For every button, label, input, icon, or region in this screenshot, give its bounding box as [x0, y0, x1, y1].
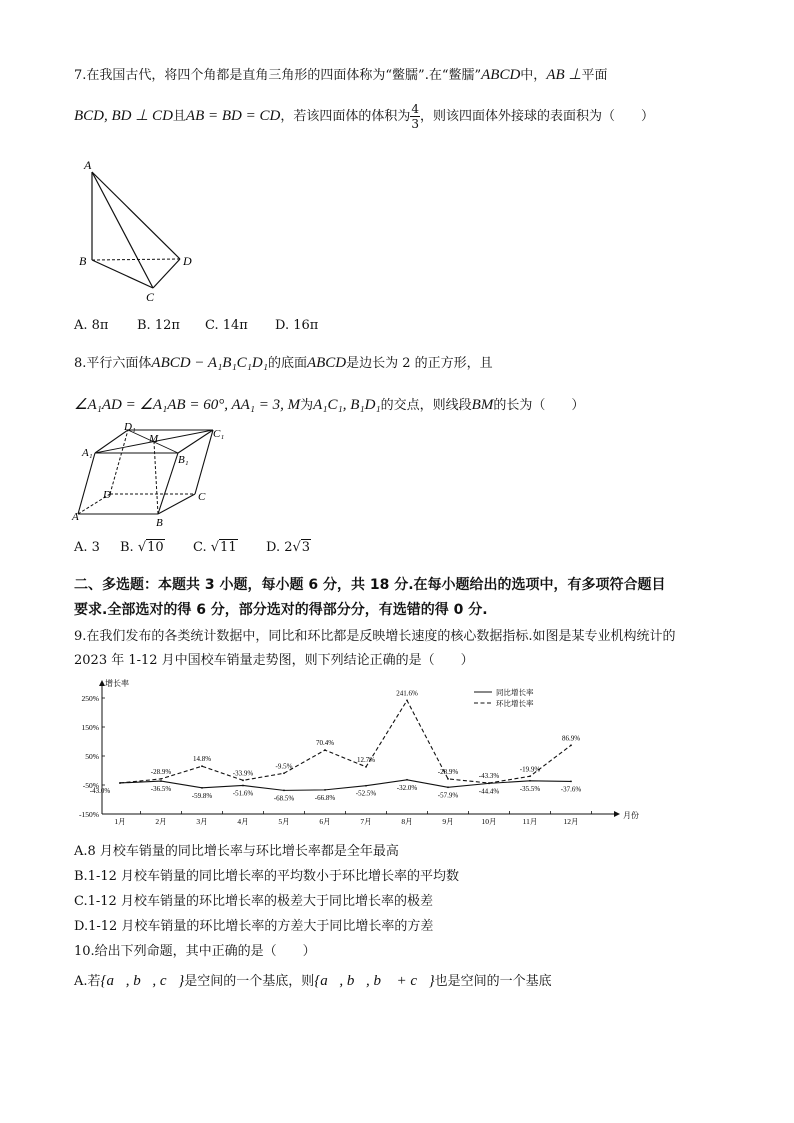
q10-text: A.若 [74, 974, 101, 989]
data-label-yoy: -59.8% [191, 791, 213, 800]
data-label-yoy: -52.5% [355, 789, 377, 798]
q8-option-d[interactable]: D. 2√3 [266, 540, 311, 555]
data-label-yoy: -37.6% [560, 785, 582, 794]
option-prefix: D. 2 [266, 540, 293, 555]
q8-line1 [74, 352, 493, 372]
q10-math: {a⃗, b⃗, b⃗ + c⃗} [314, 973, 435, 989]
y-tick-label: -150% [79, 810, 99, 819]
x-tick-label: 3月 [196, 817, 208, 826]
data-label-yoy: -32.0% [396, 783, 418, 792]
point-mom [406, 700, 408, 702]
data-label-mom: -28.9% [150, 767, 172, 776]
q7-math: BCD, BD ⊥ CD [74, 108, 173, 124]
q8-math: ∠A₁AD = ∠A₁AB = 60°, AA₁ = 3, M [74, 397, 301, 413]
q8-parallelepiped-figure [70, 422, 230, 532]
point-yoy [283, 789, 285, 791]
y-tick-label: -50% [82, 781, 99, 790]
data-label-yoy: -66.8% [314, 793, 336, 802]
data-label-mom: 86.9% [561, 734, 581, 743]
data-label-yoy: -68.5% [273, 794, 295, 803]
x-axis-arrow [614, 811, 620, 817]
x-tick-label: 11月 [522, 817, 538, 826]
q7-text: ，则该四面体外接球的表面积为（ ） [419, 109, 654, 124]
q8-math: BM [471, 397, 494, 413]
point-mom [119, 782, 121, 784]
label-C1: C₁ [213, 428, 225, 440]
y-tick-label: 150% [81, 723, 99, 732]
y-axis-label: 增长率 [105, 679, 129, 688]
data-label-mom: 70.4% [315, 739, 335, 748]
radicand: 10 [147, 540, 164, 555]
x-tick-label: 10月 [481, 817, 497, 826]
q9-line1: 9.在我们发布的各类统计数据中，同比和环比都是反映增长速度的核心数据指标.如图是某专业机构统计的 [74, 629, 676, 644]
label-B: B [156, 517, 163, 529]
point-mom [242, 779, 244, 781]
series-line-mom [120, 700, 571, 783]
q9-option-a[interactable]: A.8 月校车销量的同比增长率与环比增长率都是全年最高 [74, 844, 399, 859]
label-A: A [84, 158, 92, 172]
x-axis-label: 月份 [623, 811, 639, 820]
q7-text: 且 [172, 109, 186, 124]
point-yoy [406, 779, 408, 781]
q8-math: ABCD [306, 355, 347, 371]
point-mom [570, 744, 572, 746]
data-label-mom: -33.9% [232, 769, 254, 778]
option-prefix: C. [193, 540, 211, 555]
q7-option-c[interactable]: C. 14π [205, 318, 248, 333]
q7-math: ABCD [481, 67, 521, 83]
q10-text: 是空间的一个基底，则 [184, 974, 315, 989]
x-tick-label: 5月 [278, 817, 290, 826]
x-tick-label: 12月 [563, 817, 579, 826]
q7-fraction [410, 102, 420, 131]
q7-tetrahedron-figure [76, 155, 206, 305]
q10-option-a[interactable] [74, 970, 552, 990]
q7-option-a[interactable]: A. 8π [74, 318, 109, 333]
point-yoy [529, 780, 531, 782]
point-yoy [201, 787, 203, 789]
q7-line2 [74, 102, 654, 131]
point-mom [283, 772, 285, 774]
label-D1: D₁ [124, 422, 136, 433]
x-tick-label: 7月 [360, 817, 372, 826]
data-label-yoy: -35.5% [519, 784, 541, 793]
q7-line1 [74, 64, 607, 84]
section2-heading-line1: 二、多选题：本题共 3 小题，每小题 6 分，共 18 分.在每小题给出的选项中，有多项符合题目 [74, 577, 666, 593]
label-D: D [103, 489, 111, 501]
data-label-mom: -28.9% [437, 767, 459, 776]
option-prefix: B. [120, 540, 138, 555]
q9-option-c[interactable]: C.1-12 月校车销量的环比增长率的极差大于同比增长率的极差 [74, 894, 433, 909]
point-yoy [365, 785, 367, 787]
point-mom [160, 778, 162, 780]
legend-label-mom: 环比增长率 [496, 699, 534, 708]
point-yoy [242, 785, 244, 787]
y-tick-label: 250% [81, 694, 99, 703]
section2-heading-line2: 要求.全部选对的得 6 分，部分选对的得部分分，有选错的得 0 分. [74, 602, 488, 618]
point-yoy [570, 781, 572, 783]
q8-text: 8.平行六面体 [74, 356, 152, 371]
x-tick-label: 2月 [155, 817, 167, 826]
data-label-mom: 14.8% [192, 755, 212, 764]
q7-option-b[interactable]: B. 12π [137, 318, 180, 333]
data-label-yoy: -36.5% [150, 785, 172, 794]
q7-text: 平面 [581, 68, 608, 83]
q7-math: AB ⊥ [546, 67, 582, 83]
q8-math: ABCD − A₁B₁C₁D₁ [151, 355, 268, 371]
label-A1: A₁ [82, 447, 93, 459]
data-label-mom: -43.3% [478, 772, 500, 781]
point-yoy [160, 780, 162, 782]
growth-rate-chart [74, 676, 644, 828]
label-M: M [149, 433, 159, 445]
data-label-yoy: -44.4% [478, 787, 500, 796]
label-B1: B₁ [178, 454, 189, 466]
q8-math: A₁C₁, B₁D₁ [313, 397, 381, 413]
label-C: C [198, 491, 206, 503]
q7-text: 中， [520, 68, 547, 83]
point-mom [365, 766, 367, 768]
x-tick-label: 1月 [114, 817, 126, 826]
point-mom [447, 778, 449, 780]
q7-option-d[interactable]: D. 16π [275, 318, 319, 333]
q7-text: ，若该四面体的体积为 [280, 109, 411, 124]
q8-option-a[interactable]: A. 3 [74, 540, 100, 555]
point-mom [488, 782, 490, 784]
q8-text: 的底面 [267, 356, 307, 371]
q9-option-d[interactable]: D.1-12 月校车销量的环比增长率的方差大于同比增长率的方差 [74, 919, 434, 934]
point-mom [201, 765, 203, 767]
data-label-mom: -9.5% [275, 762, 293, 771]
q7-text: 7.在我国古代，将四个角都是直角三角形的四面体称为“鳖臑”.在“鳖臑” [74, 68, 482, 83]
q8-text: 的长为（ ） [493, 398, 585, 413]
q9-line2: 2023 年 1-12 月中国校车销量走势图，则下列结论正确的是（ ） [74, 653, 474, 668]
q9-option-b[interactable]: B.1-12 月校车销量的同比增长率的平均数小于环比增长率的平均数 [74, 869, 460, 884]
point-mom [529, 775, 531, 777]
label-A: A [72, 511, 79, 523]
x-tick-label: 6月 [319, 817, 331, 826]
q8-text: 为 [300, 398, 314, 413]
label-C: C [146, 290, 155, 304]
legend-label-yoy: 同比增长率 [496, 688, 534, 697]
data-label-yoy: -43.0% [89, 786, 111, 795]
data-label-yoy: -57.9% [437, 791, 459, 800]
data-label-mom: 12.7% [356, 755, 376, 764]
q10-math: {a⃗, b⃗, c⃗} [100, 973, 185, 989]
radicand: 3 [301, 540, 311, 555]
radicand: 11 [220, 540, 237, 555]
x-tick-label: 4月 [237, 817, 249, 826]
y-tick-label: 50% [85, 752, 99, 761]
q8-text: 是边长为 2 的正方形，且 [346, 356, 493, 371]
label-D: D [183, 254, 192, 268]
point-mom [324, 749, 326, 751]
q7-math: AB = BD = CD [185, 108, 281, 124]
frac-den: 3 [411, 117, 419, 131]
point-yoy [447, 786, 449, 788]
q8-option-b[interactable]: B. √10 [120, 540, 164, 555]
x-tick-label: 9月 [442, 817, 454, 826]
q8-option-c[interactable]: C. √11 [193, 540, 237, 555]
x-tick-label: 8月 [401, 817, 413, 826]
data-label-mom: 241.6% [396, 689, 418, 698]
q10-line1: 10.给出下列命题，其中正确的是（ ） [74, 944, 316, 959]
frac-num: 4 [411, 102, 419, 116]
q10-text: 也是空间的一个基底 [434, 974, 552, 989]
data-label-mom: -19.9% [519, 765, 541, 774]
label-B: B [79, 254, 87, 268]
data-label-yoy: -51.6% [232, 789, 254, 798]
q8-text: 的交点，则线段 [380, 398, 472, 413]
point-yoy [324, 789, 326, 791]
q8-line2 [74, 394, 584, 414]
